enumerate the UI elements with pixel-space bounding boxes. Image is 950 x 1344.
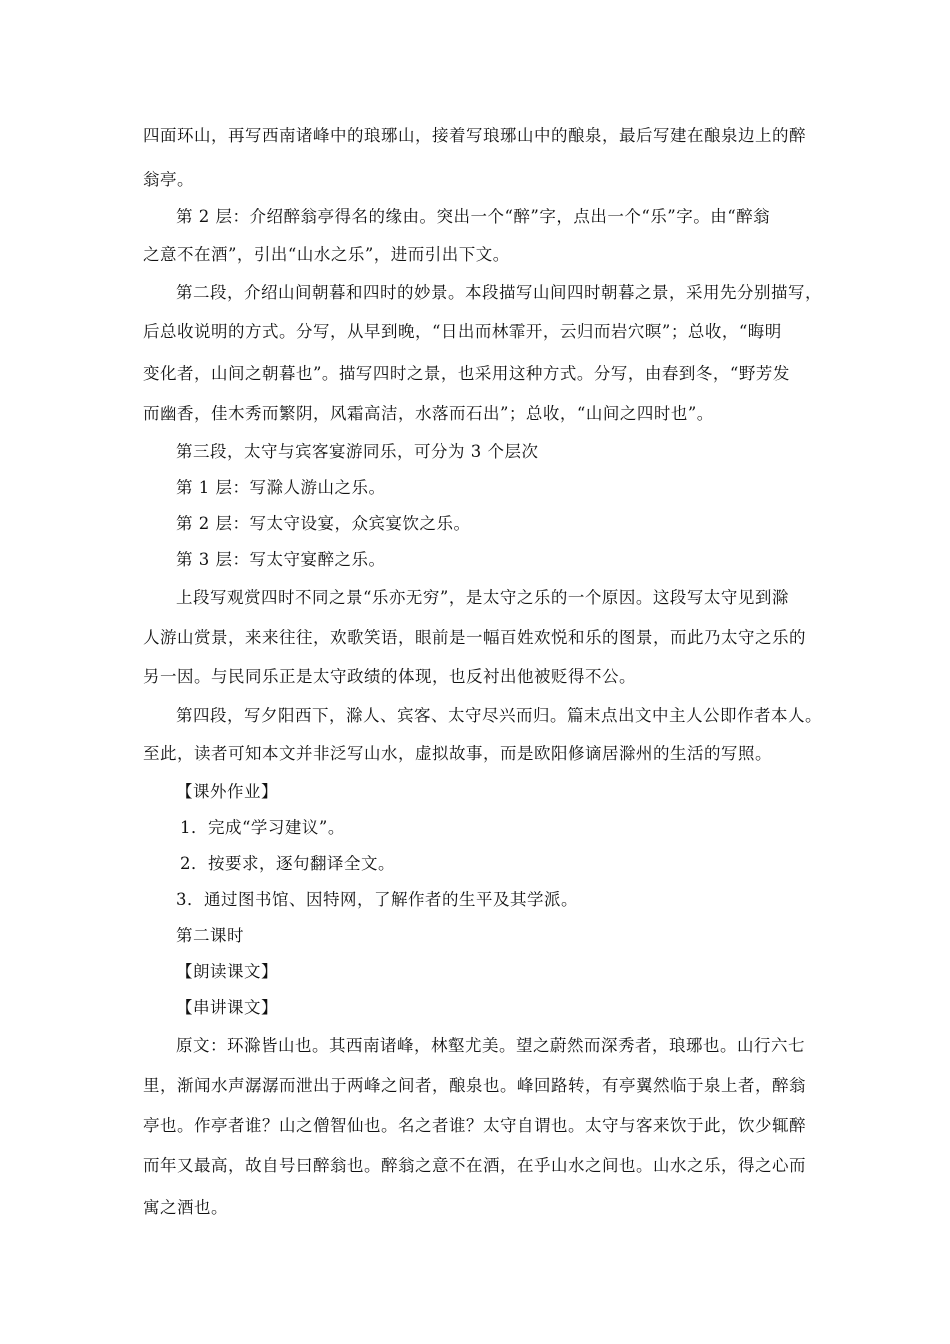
text-line: 翁亭。 <box>143 170 194 189</box>
list-item: 3．通过图书馆、因特网，了解作者的生平及其学派。 <box>176 890 578 909</box>
text-line: 第 3 层：写太守宴醉之乐。 <box>176 550 386 569</box>
text-line: 至此，读者可知本文并非泛写山水，虚拟故事，而是欧阳修谪居滁州的生活的写照。 <box>143 744 772 763</box>
text-line: 上段写观赏四时不同之景“乐亦无穷”，是太守之乐的一个原因。这段写太守见到滁 <box>176 588 789 607</box>
section-heading: 【朗读课文】 <box>176 962 278 981</box>
text-line: 后总收说明的方式。分写，从早到晚，“日出而林霏开，云归而岩穴暝”；总收，“晦明 <box>143 322 782 341</box>
text-line: 而幽香，佳木秀而繁阴，风霜高洁，水落而石出”；总收，“山间之四时也”。 <box>143 404 714 423</box>
section-heading: 第二课时 <box>176 926 244 945</box>
list-item: 2．按要求，逐句翻译全文。 <box>180 854 395 873</box>
text-line: 第四段，写夕阳西下，滁人、宾客、太守尽兴而归。篇末点出文中主人公即作者本人。 <box>176 706 822 725</box>
text-line: 之意不在酒”，引出“山水之乐”，进而引出下文。 <box>143 245 510 264</box>
list-item: 1．完成“学习建议”。 <box>180 818 345 837</box>
text-line: 第三段，太守与宾客宴游同乐，可分为 3 个层次 <box>176 442 539 461</box>
text-line: 原文：环滁皆山也。其西南诸峰，林壑尤美。望之蔚然而深秀者，琅琊也。山行六七 <box>176 1036 805 1055</box>
section-heading: 【课外作业】 <box>176 782 278 801</box>
text-line: 另一因。与民同乐正是太守政绩的体现，也反衬出他被贬得不公。 <box>143 667 636 686</box>
section-heading: 【串讲课文】 <box>176 998 278 1017</box>
text-line: 变化者，山间之朝暮也”。描写四时之景，也采用这种方式。分写，由春到冬，“野芳发 <box>143 364 790 383</box>
text-line: 人游山赏景，来来往往，欢歌笑语，眼前是一幅百姓欢悦和乐的图景，而此乃太守之乐的 <box>143 628 806 647</box>
text-line: 寓之酒也。 <box>143 1198 228 1217</box>
text-line: 亭也。作亭者谁？山之僧智仙也。名之者谁？太守自谓也。太守与客来饮于此，饮少辄醉 <box>143 1116 806 1135</box>
text-line: 第 2 层：写太守设宴，众宾宴饮之乐。 <box>176 514 471 533</box>
text-line: 里，渐闻水声潺潺而泄出于两峰之间者，酿泉也。峰回路转，有亭翼然临于泉上者，醉翁 <box>143 1076 806 1095</box>
text-line: 第二段，介绍山间朝暮和四时的妙景。本段描写山间四时朝暮之景，采用先分别描写， <box>176 283 822 302</box>
text-line: 第 1 层：写滁人游山之乐。 <box>176 478 386 497</box>
text-line: 第 2 层：介绍醉翁亭得名的缘由。突出一个“醉”字，点出一个“乐”字。由“醉翁 <box>176 207 771 226</box>
text-line: 四面环山，再写西南诸峰中的琅琊山，接着写琅琊山中的酿泉，最后写建在酿泉边上的醉 <box>143 126 806 145</box>
text-line: 而年又最高，故自号曰醉翁也。醉翁之意不在酒，在乎山水之间也。山水之乐，得之心而 <box>143 1156 806 1175</box>
